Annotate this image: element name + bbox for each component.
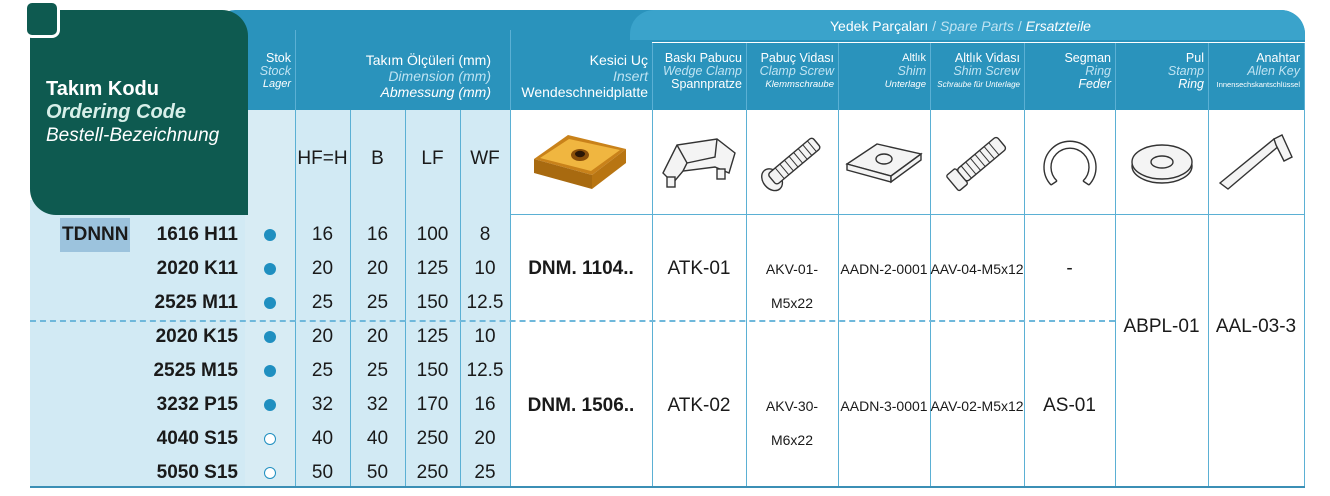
- part-en: Shim: [897, 64, 926, 78]
- dim-wf: 12.5: [466, 360, 504, 381]
- yedek-de: Ersatzteile: [1025, 18, 1091, 34]
- corner-tab: [24, 0, 60, 38]
- part-head-clamp: [652, 52, 746, 91]
- shim-icon: [840, 125, 928, 200]
- part-en: Ring: [1085, 64, 1111, 78]
- part-tr: Anahtar: [1256, 51, 1300, 65]
- stok-de: Lager: [262, 78, 291, 90]
- ring-icon: [1026, 125, 1114, 200]
- dim-lf: 150: [416, 360, 449, 381]
- out-of-stock-dot: [264, 467, 276, 479]
- part-head-ring: [1024, 52, 1115, 91]
- ordering-code: 4040 S15: [156, 428, 238, 449]
- shim-screw-1: AAV-04-M5x12: [930, 261, 1024, 277]
- olcu-head: [295, 52, 495, 100]
- insert-2: DNM. 1506..: [527, 395, 635, 416]
- dim-wf: 25: [474, 462, 496, 483]
- dim-b: 50: [366, 462, 389, 483]
- shim-2: AADN-3-0001: [840, 398, 928, 414]
- part-head-shim-screw: [930, 52, 1024, 91]
- dim-hf: 50: [311, 462, 334, 483]
- olcu-en: Dimension (mm): [388, 68, 491, 84]
- title-tr: Takım Kodu: [46, 78, 159, 100]
- in-stock-dot: [264, 331, 276, 343]
- ordering-code: 2525 M15: [153, 360, 238, 381]
- part-en: Clamp Screw: [759, 64, 834, 78]
- dim-head-b: B: [371, 148, 384, 169]
- title-block: [46, 78, 246, 147]
- dim-head-hf: HF=H: [297, 148, 348, 169]
- part-en: Wedge Clamp: [663, 64, 742, 78]
- in-stock-dot: [264, 297, 276, 309]
- part-head-clamp-screw: [746, 52, 838, 91]
- dim-b: 40: [366, 428, 389, 449]
- dim-wf: 8: [479, 224, 491, 245]
- dim-head-wf: WF: [470, 148, 500, 169]
- out-of-stock-dot: [264, 433, 276, 445]
- dim-b: 20: [366, 326, 389, 347]
- vline: [1208, 42, 1209, 486]
- ordering-code: 5050 S15: [156, 462, 238, 483]
- part-de: Feder: [1078, 77, 1111, 91]
- in-stock-dot: [264, 229, 276, 241]
- dim-wf: 20: [474, 428, 496, 449]
- dim-wf: 10: [474, 326, 496, 347]
- part-tr: Altlık: [902, 52, 926, 64]
- dim-wf: 16: [474, 394, 496, 415]
- header-divider: [652, 42, 1305, 43]
- in-stock-dot: [264, 365, 276, 377]
- part-head-shim: [838, 52, 930, 91]
- yedek-en: Spare Parts: [940, 18, 1014, 34]
- vline: [1304, 42, 1305, 486]
- part-head-stamp: [1115, 52, 1208, 91]
- dim-lf: 150: [416, 292, 449, 313]
- part-en: Allen Key: [1247, 64, 1300, 78]
- part-head-key: [1208, 52, 1304, 91]
- dim-hf: 40: [311, 428, 334, 449]
- dim-hf: 32: [311, 394, 334, 415]
- clamp-1: ATK-01: [667, 258, 731, 279]
- dim-wf: 10: [474, 258, 496, 279]
- kesici-tr: Kesici Uç: [589, 52, 648, 68]
- dim-head-lf: LF: [421, 148, 444, 169]
- shim-1: AADN-2-0001: [840, 261, 928, 277]
- part-de: Spannpratze: [671, 77, 742, 91]
- insert-icon: [525, 125, 635, 200]
- yedek-tr: Yedek Parçaları: [830, 18, 929, 34]
- dim-b: 16: [366, 224, 389, 245]
- stok-tr: Stok: [265, 51, 291, 65]
- part-en: Shim Screw: [953, 64, 1020, 78]
- stok-head: [245, 52, 295, 91]
- shim-screw-2: AAV-02-M5x12: [930, 398, 1024, 414]
- title-de: Bestell-Bezeichnung: [46, 125, 220, 146]
- in-stock-dot: [264, 399, 276, 411]
- key-shared: AAL-03-3: [1215, 316, 1297, 337]
- part-de: Schraube für Unterlage: [937, 80, 1020, 89]
- part-de: Ring: [1178, 77, 1204, 91]
- clamp-2: ATK-02: [667, 395, 731, 416]
- wedge-clamp-icon: [654, 125, 744, 200]
- dim-b: 32: [366, 394, 389, 415]
- dim-hf: 20: [311, 326, 334, 347]
- code-prefix: TDNNN: [60, 218, 130, 252]
- dim-lf: 250: [416, 462, 449, 483]
- part-de: Innensechskantschlüssel: [1216, 80, 1300, 89]
- stok-en: Stock: [259, 64, 291, 78]
- in-stock-dot: [264, 263, 276, 275]
- insert-1: DNM. 1104..: [528, 258, 634, 279]
- title-en: Ordering Code: [46, 101, 187, 123]
- dim-lf: 250: [416, 428, 449, 449]
- shim-screw-icon: [932, 125, 1022, 200]
- kesici-head: [510, 52, 652, 100]
- part-tr: Altlık Vidası: [954, 51, 1020, 65]
- dim-hf: 25: [311, 360, 334, 381]
- ordering-code: 1616 H11: [156, 224, 238, 245]
- kesici-de: Wendeschneidplatte: [521, 84, 648, 100]
- part-tr: Segman: [1064, 51, 1111, 65]
- allen-key-icon: [1210, 125, 1302, 200]
- kesici-en: Insert: [612, 68, 648, 84]
- dim-lf: 125: [416, 258, 449, 279]
- ordering-code: 2020 K11: [156, 258, 238, 279]
- ring-2: AS-01: [1043, 395, 1096, 416]
- stamp-icon: [1117, 125, 1207, 200]
- dim-hf: 16: [311, 224, 334, 245]
- olcu-tr: Takım Ölçüleri (mm): [365, 52, 491, 68]
- yedek-head: [830, 18, 1130, 34]
- part-tr: Pabuç Vidası: [760, 51, 834, 65]
- vline: [1115, 42, 1116, 486]
- clamp-screw-icon: [748, 125, 836, 200]
- dim-lf: 170: [416, 394, 449, 415]
- olcu-de: Abmessung (mm): [380, 84, 491, 100]
- dim-b: 25: [366, 292, 389, 313]
- dim-hf: 20: [311, 258, 334, 279]
- yedek-sep-1: /: [932, 18, 937, 34]
- clamp-screw-1: AKV-01-M5x22: [765, 261, 819, 311]
- part-en: Stamp: [1167, 64, 1204, 78]
- ring-1: -: [1066, 258, 1073, 279]
- dim-wf: 12.5: [466, 292, 504, 313]
- part-tr: Baskı Pabucu: [664, 51, 742, 65]
- part-de: Unterlage: [884, 79, 926, 90]
- rule: [510, 214, 1305, 215]
- stamp-shared: ABPL-01: [1123, 316, 1200, 337]
- dim-hf: 25: [311, 292, 334, 313]
- ordering-code: 3232 P15: [156, 394, 238, 415]
- dim-lf: 100: [416, 224, 449, 245]
- part-de: Klemmschraube: [765, 79, 834, 90]
- dim-b: 25: [366, 360, 389, 381]
- clamp-screw-2: AKV-30-M6x22: [765, 398, 819, 448]
- ordering-code: 2525 M11: [154, 292, 238, 313]
- ordering-code: 2020 K15: [155, 326, 238, 347]
- dim-lf: 125: [416, 326, 449, 347]
- part-tr: Pul: [1185, 51, 1204, 65]
- yedek-sep-2: /: [1017, 18, 1022, 34]
- dim-b: 20: [366, 258, 389, 279]
